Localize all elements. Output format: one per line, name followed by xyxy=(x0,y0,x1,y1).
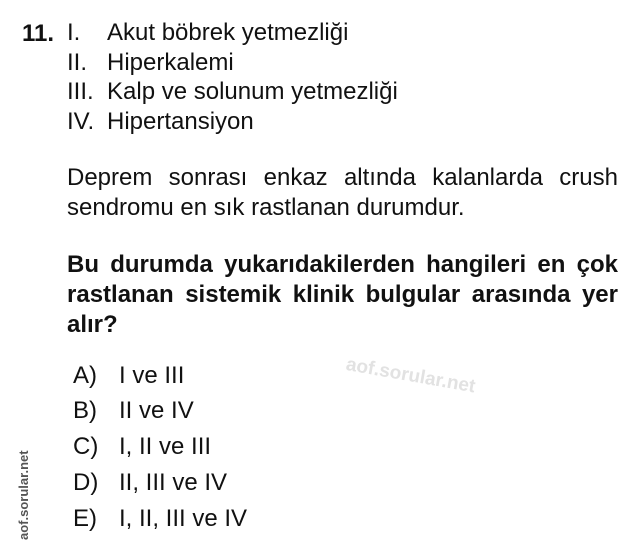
premise-numeral: IV. xyxy=(67,108,95,135)
premise-text: Hiperkalemi xyxy=(107,49,234,76)
option-text: II ve IV xyxy=(119,397,194,424)
answer-option-a[interactable] xyxy=(73,361,184,391)
option-letter: B) xyxy=(73,397,97,424)
premise-item-2 xyxy=(67,48,234,78)
premise-item-3 xyxy=(67,77,398,107)
premise-numeral: III. xyxy=(67,78,94,105)
premise-item-1 xyxy=(67,18,348,48)
answer-option-c[interactable] xyxy=(73,432,211,462)
watermark-side: aof.sorular.net xyxy=(16,450,31,540)
watermark-diagonal: aof.sorular.net xyxy=(344,354,477,398)
option-text: I ve III xyxy=(119,362,185,389)
premise-text: Hipertansiyon xyxy=(107,108,254,135)
option-text: I, II ve III xyxy=(119,433,212,460)
option-letter: A) xyxy=(73,362,97,389)
question-prompt: Bu durumda yukarıdakilerden hangileri en çok rastlanan sistemik klinik bulgular arasında yer alır? xyxy=(67,251,618,338)
option-text: I, II, III ve IV xyxy=(119,505,248,532)
option-letter: C) xyxy=(73,433,99,460)
option-letter: D) xyxy=(73,469,99,496)
premise-item-4 xyxy=(67,107,254,137)
answer-option-b[interactable] xyxy=(73,396,194,426)
premise-numeral: I. xyxy=(67,19,81,46)
premise-text: Kalp ve solunum yetmezliği xyxy=(107,78,398,105)
premise-numeral: II. xyxy=(67,49,88,76)
question-statement: Deprem sonrası enkaz altında kalanlarda crush sendromu en sık rastlanan durumdur. xyxy=(67,164,618,221)
answer-option-e[interactable] xyxy=(73,504,247,534)
option-letter: E) xyxy=(73,505,97,532)
option-text: II, III ve IV xyxy=(119,469,228,496)
premise-text: Akut böbrek yetmezliği xyxy=(107,19,349,46)
answer-option-d[interactable] xyxy=(73,468,227,498)
question-number: 11. xyxy=(22,20,55,47)
